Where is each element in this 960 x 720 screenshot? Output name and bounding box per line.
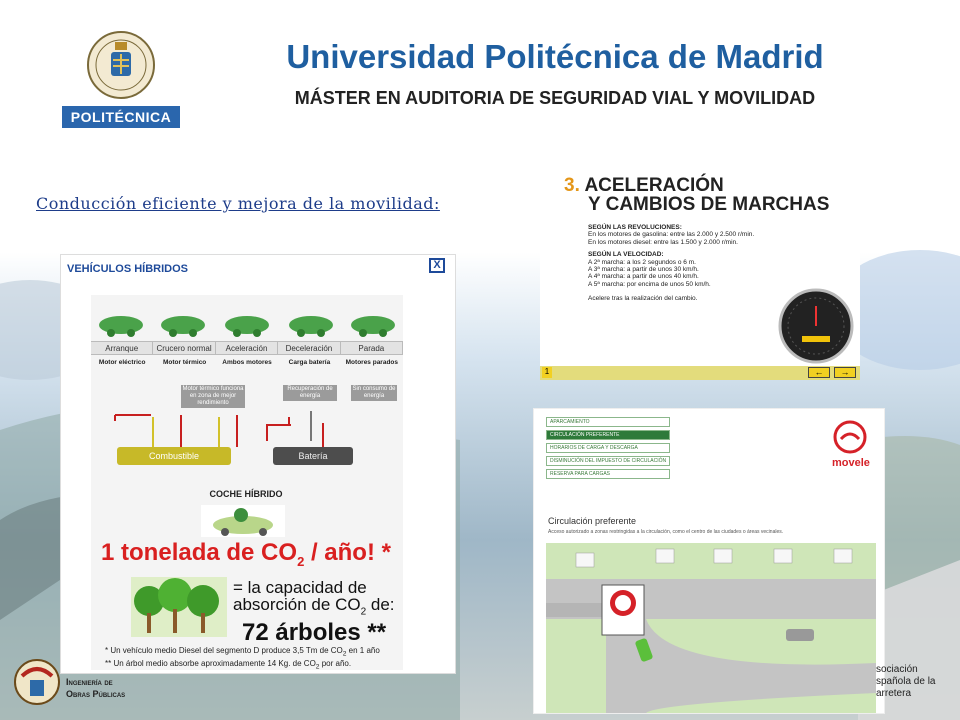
co2-tonnes-headline (61, 539, 431, 569)
note-thermal-efficiency: Motor térmico funciona en zona de mejor rendimiento (182, 386, 244, 406)
asoc-line1: sociación (876, 664, 918, 675)
panel-heading: VEHÍCULOS HÍBRIDOS (67, 263, 189, 275)
footnote-2 (105, 659, 380, 672)
menu-item-charging-reserve[interactable]: RESERVA PARA CARGAS (546, 469, 670, 479)
battery-bar: Batería (273, 447, 353, 465)
gears-text (588, 224, 754, 303)
source-stopped: Motores parados (345, 359, 399, 366)
speed-line-4: A 5ª marcha: por encima de unos 50 km/h. (588, 280, 711, 288)
co2-suffix: / año! * (304, 539, 391, 566)
mode-deceleration: Deceleración (278, 342, 340, 354)
movele-menu (546, 417, 670, 482)
rev-title: SEGÚN LAS REVOLUCIONES: (588, 224, 682, 231)
trees-image (131, 577, 227, 637)
prev-arrow-button[interactable]: ← (808, 367, 830, 378)
movele-panel (533, 408, 885, 714)
footnote-1 (105, 646, 380, 659)
mode-stop: Parada (341, 342, 403, 354)
equals-subscript: 2 (360, 606, 367, 618)
menu-item-preferred-circulation[interactable]: CIRCULACIÓN PREFERENTE (546, 430, 670, 440)
equals-line2 (233, 596, 395, 620)
gears-panel (540, 170, 860, 380)
master-subtitle: MÁSTER EN AUDITORIA DE SEGURIDAD VIAL Y MOVILIDAD (294, 88, 816, 108)
university-title: Universidad Politécnica de Madrid (286, 38, 824, 75)
trees-count: 72 árboles ** (242, 619, 387, 646)
page-number: 1 (542, 367, 552, 378)
note-energy-recovery: Recuperación de energía (283, 385, 337, 401)
hybrid-vehicles-panel (60, 254, 456, 674)
section-title: Conducción eficiente y mejora de la movilidad: (36, 194, 440, 213)
footnote-1-text: * Un vehículo medio Diesel del segmento D produce 3,5 Tm de CO (105, 646, 343, 655)
ingenieria-emblem-icon (12, 656, 62, 708)
next-arrow-button[interactable]: → (834, 367, 856, 378)
ing-line2: Obras Públicas (66, 689, 126, 699)
source-charge: Carga batería (288, 359, 331, 366)
movele-caption: Acceso autorizado a zonas restringidas a la circulación, como el centro de las ciudades o áreas vecinales. (548, 529, 784, 535)
ingenieria-obras-publicas-label (66, 676, 125, 700)
footnote-2-sub: 2 (315, 663, 320, 671)
equals-line2-end: de: (366, 595, 395, 614)
mode-start: Arranque (91, 342, 153, 354)
footnotes (105, 646, 380, 671)
equals-line2-text: absorción de CO (233, 595, 361, 614)
speed-line-3: A 4ª marcha: a partir de unos 40 km/h. (588, 273, 699, 281)
menu-item-tax-reduction[interactable]: DISMINUCIÓN DEL IMPUESTO DE CIRCULACIÓN (546, 456, 670, 466)
car-mode-icons (91, 303, 403, 339)
movele-logo-icon (832, 417, 868, 455)
co2-subscript: 2 (297, 553, 305, 569)
equals-line1: = la capacidad de (233, 578, 367, 597)
footnote-2-end: por año. (319, 658, 352, 668)
menu-item-loading-hours[interactable]: HORARIOS DE CARGA Y DESCARGA (546, 443, 670, 453)
menu-item-parking[interactable]: APARCAMIENTO (546, 417, 670, 427)
upm-seal-icon (86, 26, 156, 104)
gears-number: 3. (564, 175, 580, 196)
hybrid-car-icon (201, 505, 285, 537)
power-sources-row (91, 359, 403, 367)
fuel-bar: Combustible (117, 447, 231, 465)
footnote-1-end: en 1 año (346, 646, 380, 655)
drive-modes-row (91, 341, 403, 355)
mode-cruise: Crucero normal (153, 342, 215, 354)
co2-prefix: 1 tonelada de CO (101, 539, 298, 566)
close-button[interactable]: X (429, 258, 445, 273)
asoc-line2: spañola de la (876, 676, 936, 687)
asociacion-carretera-label (876, 664, 936, 700)
gears-advice: Acelere tras la realización del cambio. (588, 295, 698, 303)
rev-line-1: En los motores de gasolina: entre las 2.000 y 2.500 r/min. (588, 231, 755, 239)
footnote-2-text: ** Un árbol medio absorbe aproximadamente 14 Kg. de CO (105, 658, 316, 668)
source-both: Ambos motores (222, 359, 272, 366)
energy-flow-arrows (91, 411, 403, 451)
source-thermal: Motor térmico (162, 359, 207, 366)
gears-title-line2: Y CAMBIOS DE MARCHAS (588, 194, 830, 215)
politecnica-logo-label: POLITÉCNICA (62, 106, 180, 128)
rev-line-2: En los motores diesel: entre las 1.500 y 2.000 r/min. (588, 238, 738, 246)
speed-title: SEGÚN LA VELOCIDAD: (588, 251, 664, 259)
asoc-line3: arretera (876, 688, 912, 699)
source-electric: Motor eléctrico (98, 359, 146, 366)
absorption-text (233, 579, 395, 620)
ing-line1: Ingeniería de (66, 677, 113, 687)
movele-brand: movele (832, 457, 870, 469)
note-no-consumption: Sin consumo de energía (352, 386, 396, 399)
mode-acceleration: Aceleración (216, 342, 278, 354)
movele-heading: Circulación preferente (548, 516, 637, 526)
tachometer-icon (774, 288, 860, 364)
gears-title-line1: ACELERACIÓN (584, 175, 724, 196)
hybrid-car-label: COCHE HÍBRIDO (209, 489, 283, 499)
gears-title (564, 176, 829, 214)
speed-line-2: A 3ª marcha: a partir de unos 30 km/h. (588, 266, 699, 274)
speed-line-1: A 2ª marcha: a los 2 segundos o 6 m. (588, 258, 696, 266)
footnote-1-sub: 2 (342, 650, 347, 658)
street-map-illustration (546, 543, 876, 713)
